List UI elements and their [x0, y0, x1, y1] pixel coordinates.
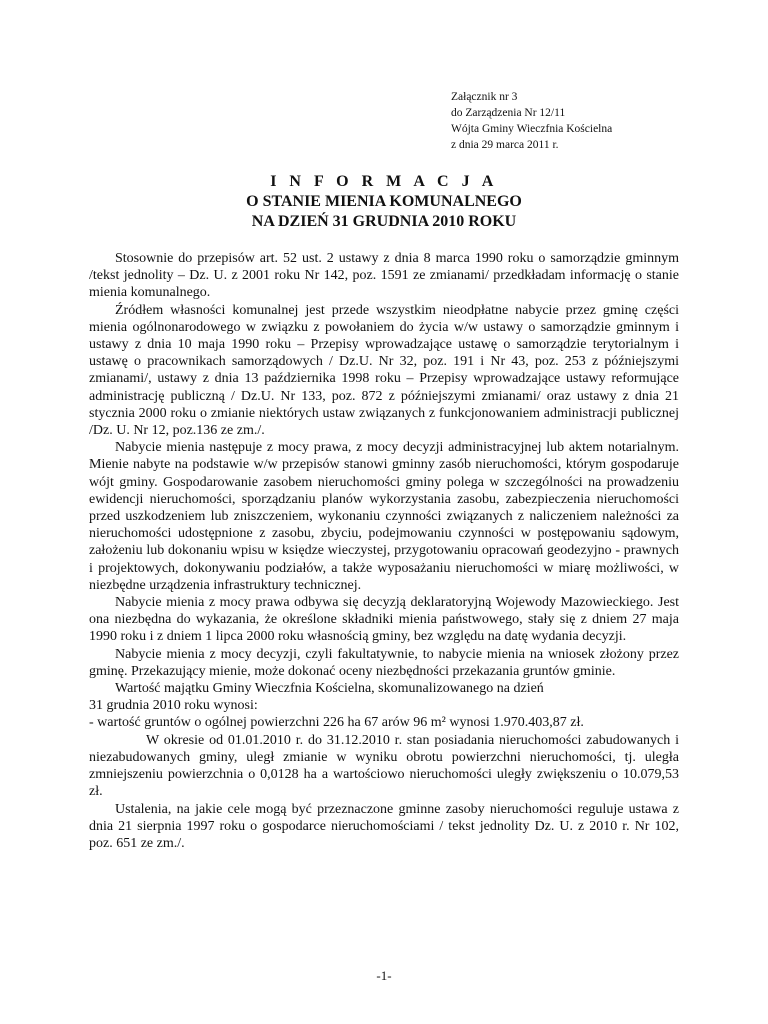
- paragraph: W okresie od 01.01.2010 r. do 31.12.2010 r. stan posiadania nieruchomości zabudowanych i niezabudowanych gminy, uległ zmianie w wyniku obrotu powierzchni nieruchomości, tj. uległa zmniejszeniu powierzchnia o 0,0128 ha a wartościowo nieruchomości uległy zwiększeniu o 10.079,53 zł.: [89, 732, 679, 800]
- paragraph: Stosownie do przepisów art. 52 ust. 2 ustawy z dnia 8 marca 1990 roku o samorządzie gminnym /tekst jednolity – Dz. U. z 2001 roku Nr 142, poz. 1591 ze zmianami/ przedkładam informację o stanie mienia komunalnego.: [89, 251, 679, 301]
- annex-line: Wójta Gminy Wieczfnia Kościelna: [451, 123, 613, 135]
- paragraph: Nabycie mienia z mocy decyzji, czyli fakultatywnie, to nabycie mienia na wniosek złożony przez gminę. Przekazujący mienie, może dokonać oceny niezbędności przekazania gruntów gminie.: [89, 646, 679, 679]
- document-title: [0, 172, 768, 232]
- title-line: I N F O R M A C J A: [270, 173, 498, 190]
- paragraph: 31 grudnia 2010 roku wynosi:: [89, 698, 258, 714]
- annex-line: Załącznik nr 3: [451, 91, 518, 103]
- page-number: -1-: [376, 968, 392, 983]
- annex-header: [451, 89, 751, 153]
- paragraph: Nabycie mienia następuje z mocy prawa, z mocy decyzji administracyjnej lub aktem notarialnym. Mienie nabyte na podstawie w/w przepisów stanowi gminny zasób nieruchomości, którym gospodaruje wójt gminy. Gospodarowanie zasobem nieruchomości gminy polega w szczególności na prowadzeniu ewidencji nieruchomości, sporządzaniu planów wykorzystania zasobu, zabezpieczenia nieruchomości przed uszkodzeniem lub zniszczeniem, wykonaniu czynności związanych z naliczeniem należności za nieruchomości udostępnione z zasobu, zbyciu, podejmowaniu czynności w postępowaniu sądowym, założeniu lub dokonaniu wpisu w księdze wieczystej, przygotowaniu opracowań geodezyjno - prawnych i projektowych, dokonywaniu podziałów, a także wyposażaniu nieruchomości w miarę możliwości, w niezbędne urządzenia infrastruktury technicznej.: [89, 440, 679, 593]
- list-item: - wartość gruntów o ogólnej powierzchni 226 ha 67 arów 96 m² wynosi 1.970.403,87 zł.: [89, 715, 584, 731]
- title-line: NA DZIEŃ 31 GRUDNIA 2010 ROKU: [251, 213, 517, 230]
- document-body: [89, 250, 679, 852]
- title-line: O STANIE MIENIA KOMUNALNEGO: [246, 193, 522, 210]
- paragraph: Wartość majątku Gminy Wieczfnia Kościelna, skomunalizowanego na dzień: [115, 681, 544, 697]
- paragraph: Ustalenia, na jakie cele mogą być przeznaczone gminne zasoby nieruchomości reguluje ustawa z dnia 21 sierpnia 1997 roku o gospodarce nieruchomościami / tekst jednolity Dz. U. z 2010 r. Nr 102, poz. 651 ze zm./.: [89, 801, 679, 851]
- paragraph: Nabycie mienia z mocy prawa odbywa się decyzją deklaratoryjną Wojewody Mazowieckiego. Jest ona niezbędna do wykazania, że określone składniki mienia państwowego, stały się z dniem 27 maja 1990 roku i z dniem 1 lipca 2000 roku własnością gminy, bez względu na datę wydania decyzji.: [89, 595, 679, 645]
- annex-line: do Zarządzenia Nr 12/11: [451, 107, 566, 119]
- paragraph: Źródłem własności komunalnej jest przede wszystkim nieodpłatne nabycie przez gminę części mienia ogólnonarodowego w związku z powołaniem do życia w/w ustawy o samorządzie gminnym i ustawy z dnia 10 maja 1990 roku – Przepisy wprowadzające ustawę o samorządzie terytorialnym i ustawę o pracownikach samorządowych / Dz.U. Nr 32, poz. 191 i Nr 43, poz. 253 z późniejszymi zmianami/, ustawy z dnia 13 października 1998 roku – Przepisy wprowadzające ustawy reformujące administrację publiczną / Dz.U. Nr 133, poz. 872 z późniejszymi zmianami/ oraz ustawy z dnia 21 stycznia 2000 roku o zmianie niektórych ustaw związanych z funkcjonowaniem administracji publicznej /Dz. U. Nr 12, poz.136 ze zm./.: [89, 302, 679, 439]
- annex-line: z dnia 29 marca 2011 r.: [451, 139, 559, 151]
